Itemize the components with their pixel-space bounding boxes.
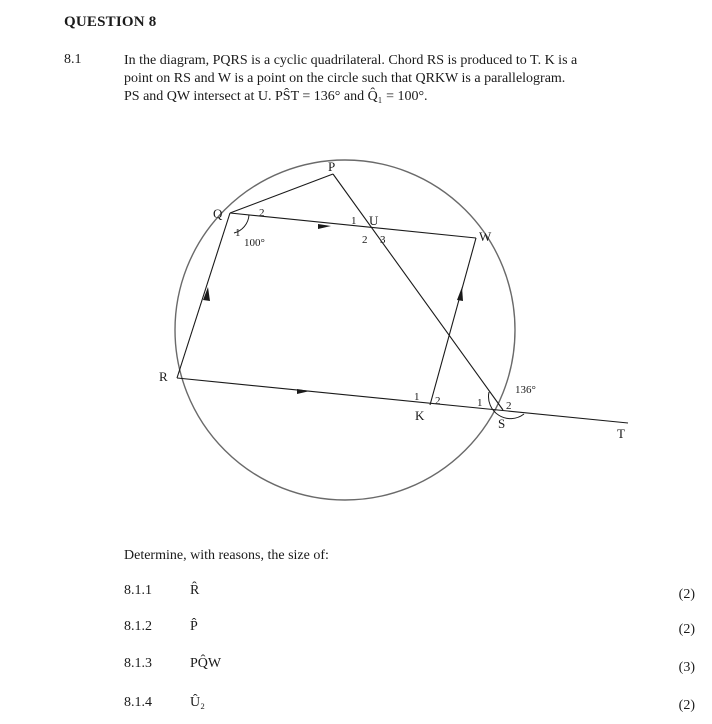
angle-number-u2: 2 [362,234,368,246]
label-u: U [369,213,379,228]
subquestion-marks: (2) [678,698,695,713]
label-t: T [617,426,625,441]
angle-number-q1: 1 [235,227,241,239]
intro-line-3: PS and QW intersect at U. PŜT = 136° and Q̂₁ = 100°. [124,89,428,104]
parallel-arrow-kw [457,287,463,301]
subquestion-expression: Û₂ [190,695,205,710]
label-w: W [479,229,492,244]
subquestion-number: 8.1.2 [124,619,152,634]
angle-number-s2: 2 [506,400,512,412]
line-ps [333,174,503,410]
subquestion-number: 8.1.3 [124,656,152,671]
line-rt [177,378,628,423]
angle-number-k2: 2 [435,395,441,407]
circle [175,160,515,500]
intro-line-2: point on RS and W is a point on the circle such that QRKW is a parallelogram. [124,71,566,86]
angle-number-u1: 1 [351,215,357,227]
label-p: P [328,159,336,174]
subquestion-marks: (3) [678,660,695,675]
label-k: K [415,408,425,423]
determine-prompt: Determine, with reasons, the size of: [124,548,329,563]
subquestion-expression: R̂ [190,583,200,598]
angle-number-q2: 2 [259,207,265,219]
intro-line-1: In the diagram, PQRS is a cyclic quadrilateral. Chord RS is produced to T. K is a [124,53,578,68]
line-wk [430,238,476,405]
label-r: R [159,369,168,384]
angle-value-s2: 136° [515,384,536,396]
subquestion-marks: (2) [678,622,695,637]
subquestion-marks: (2) [678,587,695,602]
chord-qr [177,213,230,378]
angle-number-s1: 1 [477,397,483,409]
chord-pq [230,174,333,213]
label-s: S [498,416,506,431]
subquestion-number: 8.1.1 [124,583,152,598]
question-number: 8.1 [64,52,82,67]
subquestion-expression: P̂ [190,619,198,634]
question-heading: QUESTION 8 [64,14,157,30]
angle-number-k1: 1 [414,391,420,403]
subquestion-number: 8.1.4 [124,695,152,710]
angle-value-q1: 100° [244,237,265,249]
parallel-arrow-qw [318,224,331,229]
label-q: Q [213,206,223,221]
subquestion-expression: PQ̂W [190,656,222,671]
angle-number-u3: 3 [380,234,386,246]
